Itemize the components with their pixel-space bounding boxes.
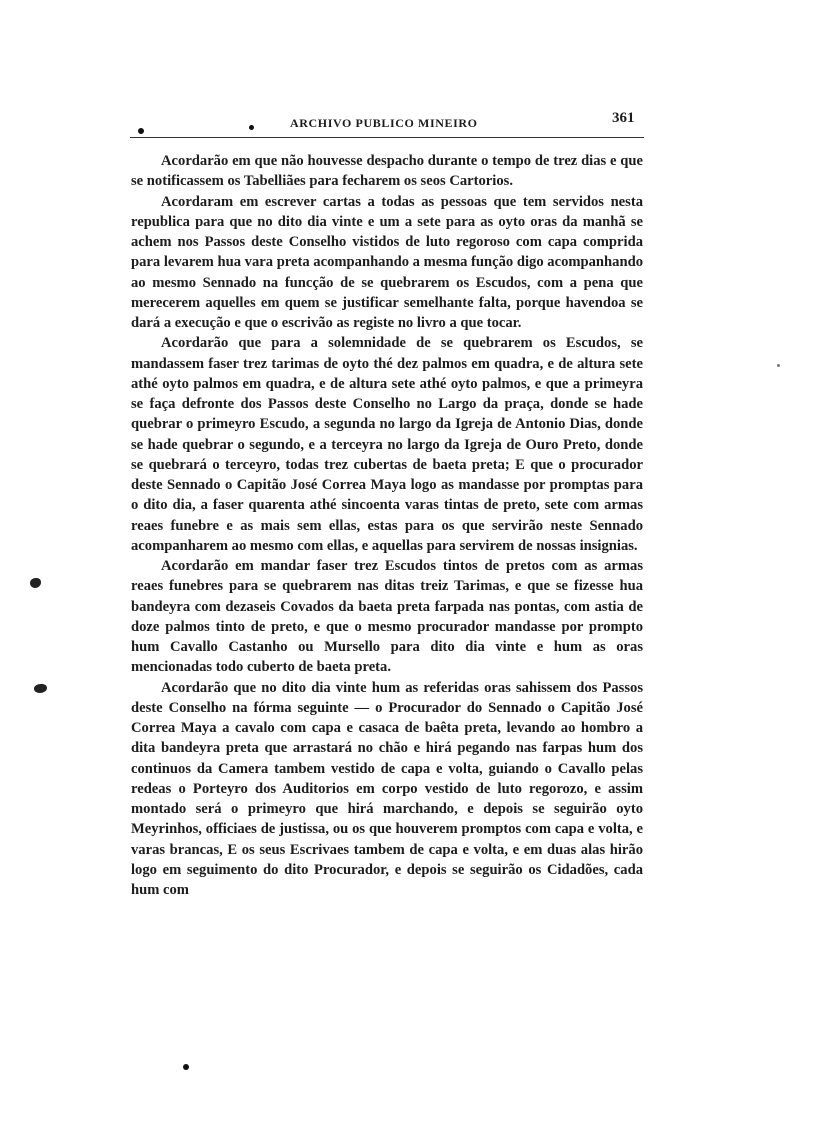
body-text [131,151,643,900]
paragraph: Acordarão em mandar faser trez Escudos tintos de pretos com as armas reaes funebres para se quebrarem nas ditas treiz Tarimas, e que se fizesse hua bandeyra com dezaseis Covados da baeta preta farpada nas pontas, com astia de doze palmos tinto de preto, e que o mesmo procurador mandasse por prompto hum Cavallo Castanho ou Mursello para dito dia vinte e hum as oras mencionadas todo cuberto de baeta preta. [131,558,643,676]
bullet-mark-center [249,125,254,130]
paragraph: Acordaram em escrever cartas a todas as pessoas que tem servidos nesta republica para que no dito dia vinte e um a sete para as oyto oras da manhã se achem nos Passos deste Conselho vistidos de luto regoroso com capa comprida para levarem hua vara preta acompanhando a mesma função digo acompanhando ao mesmo Sennado na funcção de se quebrarem os Escudos, com a pena que merecerem aquelles em quem se justificar semelhante falta, porque havendoa se dará a execução e que o escrivão as registe no livro a que tocar. [131,193,643,331]
margin-dot-mark [777,364,780,367]
bottom-dot-mark [183,1064,189,1070]
ink-blot-mark [34,684,47,693]
header-rule [130,137,644,138]
running-header: ARCHIVO PUBLICO MINEIRO [290,116,478,130]
bullet-mark-left [138,128,144,134]
ink-blot-mark [30,578,41,588]
page-number: 361 [612,110,635,126]
paragraph: Acordarão que para a solemnidade de se quebrarem os Escudos, se mandassem faser trez tarimas de oyto thé dez palmos em quadra, e de altura sete athé oyto palmos em quadra, e de altura sete athé oyto palmos, e que a primeyra se faça defronte dos Passos deste Conselho no Largo da praça, donde se hade quebrar o primeyro Escudo, a segunda no largo da Igreja de Antonio Dias, donde se hade quebrar o segundo, e a terceyra no largo da Igreja de Ouro Preto, donde se quebrará o terceyro, todas trez cubertas de baeta preta; E que o procurador deste Sennado o Capitão José Correa Maya logo as mandasse por promptas para o dito dia, a faser quarenta athé sincoenta varas tintas de preto, sete com armas reaes funebre e as mais sem ellas, estas para os que servirão neste Sennado acompanharem ao mesmo com ellas, e aquellas para servirem de nossas insignias. [131,335,643,554]
paragraph: Acordarão que no dito dia vinte hum as referidas oras sahissem dos Passos deste Conselho na fórma seguinte — o Procurador do Sennado o Capitão José Correa Maya a cavalo com capa e casaca de baêta preta, levando ao hombro a dita bandeyra preta que arrastará no chão e hirá pegando nas farpas hum dos continuos da Camera tambem vestido de capa e volta, guiando o Cavallo pelas redeas o Porteyro dos Auditorios em corpo vestido de luto regorozo, e assim montado será o primeyro que hirá marchando, e depois se seguirão oyto Meyrinhos, officiaes de justissa, ou os que houverem promptos com capa e volta, e varas brancas, E os seus Escrivaes tambem de capa e volta, e em duas alas hirão logo em seguimento do dito Procurador, e depois se seguirão os Cidadões, cada hum com [131,679,643,898]
paragraph: Acordarão em que não houvesse despacho durante o tempo de trez dias e que se notificassem os Tabelliães para fecharem os seos Cartorios. [131,153,643,190]
